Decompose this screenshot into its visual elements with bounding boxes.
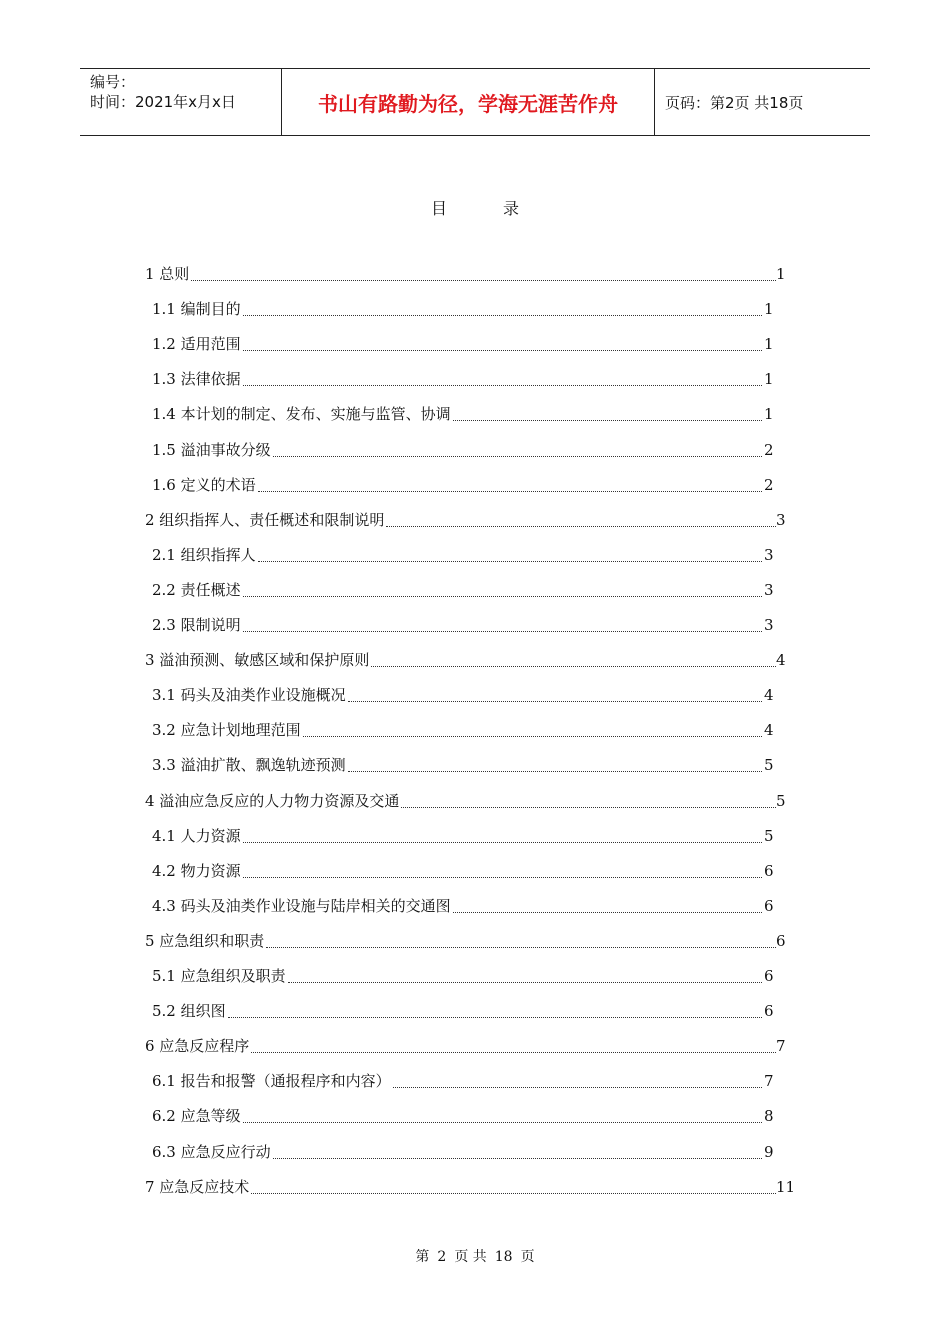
toc-leader-line — [453, 402, 762, 426]
toc-section-entry[interactable] — [0, 824, 950, 848]
toc-leader-line — [243, 332, 762, 356]
toc-entry-page: 3 — [764, 616, 774, 634]
toc-entry-page: 3 — [764, 545, 774, 564]
toc-leader-line — [243, 578, 762, 602]
toc-entry-label: 4 溢油应急反应的人力物力资源及交通 — [145, 789, 399, 813]
toc-chapter-entry[interactable] — [0, 929, 950, 953]
toc-entry-page: 7 — [776, 1037, 786, 1056]
toc-entry-label: 2.3 限制说明 — [152, 613, 241, 637]
header-motto: 书山有路勤为径，学海无涯苦作舟 — [282, 69, 655, 135]
toc-entry-label: 3.1 码头及油类作业设施概况 — [152, 683, 346, 707]
toc-entry-page: 1 — [764, 370, 774, 389]
toc-entry-label: 2.1 组织指挥人 — [152, 543, 256, 567]
toc-section-entry[interactable] — [0, 718, 950, 742]
toc-section-entry[interactable] — [0, 964, 950, 988]
toc-leader-line — [266, 929, 776, 953]
toc-section-entry[interactable] — [0, 578, 950, 602]
toc-leader-line — [243, 297, 762, 321]
header-page-info: 页码：第2页 共18页 — [665, 93, 804, 112]
toc-chapter-entry[interactable] — [0, 789, 950, 813]
toc-entry-label: 3 溢油预测、敏感区域和保护原则 — [145, 648, 369, 672]
toc-entry-label: 2.2 责任概述 — [152, 578, 241, 602]
toc-entry-label: 3.2 应急计划地理范围 — [152, 718, 301, 742]
toc-leader-line — [273, 438, 762, 462]
toc-entry-label: 1.5 溢油事故分级 — [152, 438, 271, 462]
toc-entry-page: 4 — [776, 651, 786, 670]
toc-entry-page: 3 — [764, 580, 774, 599]
toc-leader-line — [386, 508, 776, 532]
toc-entry-label: 6.2 应急等级 — [152, 1104, 241, 1128]
toc-entry-page: 4 — [764, 721, 774, 740]
toc-leader-line — [453, 894, 762, 918]
toc-entry-page: 3 — [776, 510, 786, 529]
toc-leader-line — [243, 367, 762, 391]
toc-entry-page: 5 — [764, 756, 774, 775]
footer-prefix: 第 — [415, 1249, 430, 1265]
toc-entry-page: 6 — [776, 931, 786, 950]
toc-section-entry[interactable] — [0, 999, 950, 1023]
toc-chapter-entry[interactable] — [0, 648, 950, 672]
toc-entry-page: 1 — [764, 405, 774, 424]
toc-section-entry[interactable] — [0, 438, 950, 462]
toc-section-entry[interactable] — [0, 367, 950, 391]
toc-entry-page: 9 — [764, 1142, 774, 1161]
toc-section-entry[interactable] — [0, 297, 950, 321]
header-meta — [80, 69, 282, 135]
toc-leader-line — [258, 543, 762, 567]
toc-entry-page: 6 — [764, 861, 774, 880]
toc-entry-page: 2 — [764, 440, 774, 459]
footer-current-page: 2 — [437, 1249, 447, 1265]
toc-section-entry[interactable] — [0, 332, 950, 356]
toc-section-entry[interactable] — [0, 753, 950, 777]
page-footer — [0, 1246, 950, 1266]
toc-section-entry[interactable] — [0, 683, 950, 707]
toc-section-entry[interactable] — [0, 1104, 950, 1128]
toc-chapter-entry[interactable] — [0, 262, 950, 286]
toc-heading: 目录 — [430, 199, 575, 218]
toc-entry-page: 8 — [764, 1107, 774, 1126]
toc-chapter-entry[interactable] — [0, 1034, 950, 1058]
toc-leader-line — [228, 999, 762, 1023]
toc-entry-label: 4.1 人力资源 — [152, 824, 241, 848]
toc-entry-page: 6 — [764, 967, 774, 985]
toc-entry-page: 2 — [764, 475, 774, 494]
toc-leader-line — [251, 1034, 776, 1058]
toc-section-entry[interactable] — [0, 1069, 950, 1093]
toc-entry-label: 1.6 定义的术语 — [152, 473, 256, 497]
toc-entry-label: 1.2 适用范围 — [152, 332, 241, 356]
toc-entry-label: 1 总则 — [145, 262, 189, 286]
toc-entry-label: 1.4 本计划的制定、发布、实施与监管、协调 — [152, 402, 451, 426]
toc-leader-line — [243, 1104, 762, 1128]
toc-leader-line — [258, 473, 762, 497]
footer-mid: 页 共 — [454, 1249, 487, 1265]
toc-entry-label: 6.3 应急反应行动 — [152, 1140, 271, 1164]
toc-entry-page: 1 — [764, 335, 774, 354]
toc-leader-line — [191, 262, 776, 286]
toc-leader-line — [371, 648, 776, 672]
document-date: 时间：2021年x月x日 — [90, 93, 236, 111]
toc-leader-line — [243, 613, 762, 637]
toc-entry-page: 11 — [776, 1177, 796, 1196]
toc-entry-label: 5 应急组织和职责 — [145, 929, 264, 953]
toc-leader-line — [401, 789, 776, 813]
toc-section-entry[interactable] — [0, 402, 950, 426]
toc-entry-label: 2 组织指挥人、责任概述和限制说明 — [145, 508, 384, 532]
toc-entry-page: 6 — [764, 896, 774, 915]
toc-entry-page: 6 — [764, 1002, 774, 1021]
toc-entry-page: 4 — [764, 686, 774, 705]
toc-entry-label: 4.3 码头及油类作业设施与陆岸相关的交通图 — [152, 894, 451, 918]
toc-section-entry[interactable] — [0, 613, 950, 637]
toc-entry-label: 6.1 报告和报警（通报程序和内容） — [152, 1069, 391, 1093]
toc-entry-label: 1.1 编制目的 — [152, 297, 241, 321]
toc-section-entry[interactable] — [0, 1140, 950, 1164]
toc-entry-label: 5.1 应急组织及职责 — [152, 964, 286, 988]
toc-entry-label: 7 应急反应技术 — [145, 1175, 249, 1199]
document-number-label: 编号： — [90, 73, 136, 91]
toc-leader-line — [288, 964, 762, 988]
toc-entry-page: 7 — [764, 1072, 774, 1091]
toc-entry-page: 1 — [764, 300, 774, 319]
toc-entry-page: 5 — [764, 826, 774, 845]
toc-leader-line — [303, 718, 762, 742]
toc-leader-line — [348, 753, 762, 777]
toc-leader-line — [348, 683, 762, 707]
toc-entry-label: 4.2 物力资源 — [152, 859, 241, 883]
toc-leader-line — [251, 1175, 776, 1199]
document-header — [80, 68, 870, 136]
toc-entry-page: 1 — [776, 265, 786, 283]
toc-entry-label: 1.3 法律依据 — [152, 367, 241, 391]
footer-total-pages: 18 — [494, 1249, 513, 1265]
toc-leader-line — [243, 824, 762, 848]
toc-entry-label: 3.3 溢油扩散、飘逸轨迹预测 — [152, 753, 346, 777]
toc-leader-line — [273, 1140, 762, 1164]
footer-suffix: 页 — [520, 1249, 535, 1265]
toc-section-entry[interactable] — [0, 894, 950, 918]
toc-chapter-entry[interactable] — [0, 508, 950, 532]
toc-entry-page: 5 — [776, 791, 786, 810]
toc-leader-line — [243, 859, 762, 883]
toc-entry-label: 6 应急反应程序 — [145, 1034, 249, 1058]
toc-chapter-entry[interactable] — [0, 1175, 950, 1199]
toc-section-entry[interactable] — [0, 543, 950, 567]
toc-entry-label: 5.2 组织图 — [152, 999, 226, 1023]
toc-section-entry[interactable] — [0, 473, 950, 497]
toc-leader-line — [393, 1069, 762, 1093]
toc-section-entry[interactable] — [0, 859, 950, 883]
